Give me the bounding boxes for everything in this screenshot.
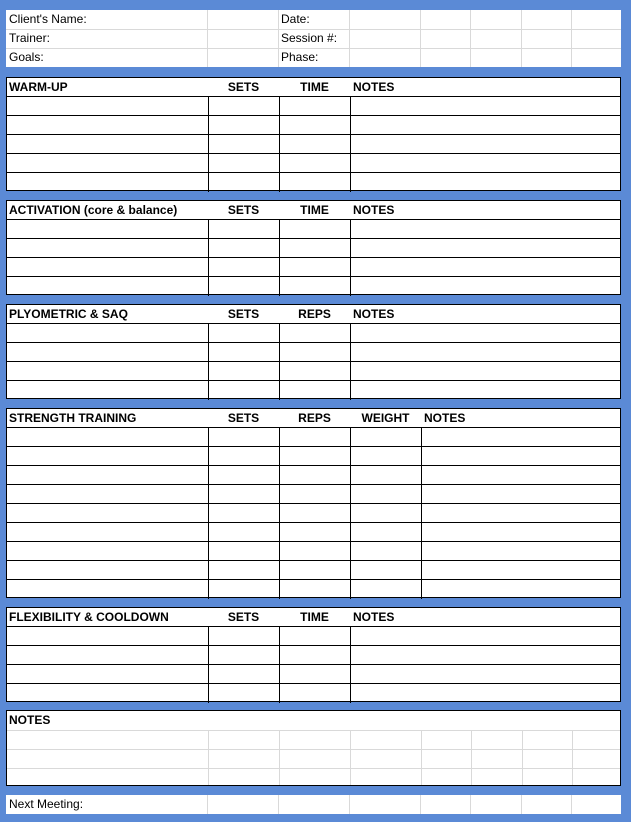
table-row — [7, 238, 620, 258]
table-row — [7, 323, 620, 343]
phase-label: Phase: — [281, 50, 319, 64]
table-row — [7, 257, 620, 277]
entry-cell[interactable] — [279, 135, 350, 154]
entry-cell[interactable] — [279, 580, 350, 599]
grid-line — [420, 10, 421, 67]
entry-cell[interactable] — [7, 324, 208, 343]
section-title: STRENGTH TRAINING — [9, 411, 137, 425]
time-reps-header: REPS — [298, 411, 331, 425]
entry-cell[interactable] — [350, 135, 620, 154]
entry-cell[interactable] — [350, 447, 421, 466]
entry-cell[interactable] — [421, 542, 620, 561]
next-meeting-block — [6, 795, 621, 814]
table-row — [7, 560, 620, 580]
entry-cell[interactable] — [421, 485, 620, 504]
entry-cell[interactable] — [7, 258, 208, 277]
entry-cell[interactable] — [7, 97, 208, 116]
time-reps-header: TIME — [300, 203, 329, 217]
table-row — [7, 541, 620, 561]
entry-cell[interactable] — [208, 97, 279, 116]
entry-cell[interactable] — [7, 447, 208, 466]
grid-line — [521, 795, 522, 814]
table-row — [7, 446, 620, 466]
grid-line — [208, 730, 209, 785]
section-title: FLEXIBILITY & COOLDOWN — [9, 610, 169, 624]
entry-cell[interactable] — [421, 428, 620, 447]
section-header-row — [7, 305, 620, 324]
table-row — [7, 342, 620, 362]
entry-cell[interactable] — [421, 466, 620, 485]
entry-cell[interactable] — [7, 220, 208, 239]
table-row — [7, 626, 620, 646]
grid-line — [207, 795, 208, 814]
section-table — [6, 408, 621, 598]
entry-cell[interactable] — [7, 646, 208, 665]
entry-cell[interactable] — [7, 173, 208, 192]
entry-cell[interactable] — [279, 646, 350, 665]
notes-header: NOTES — [353, 80, 395, 94]
entry-cell[interactable] — [279, 97, 350, 116]
section-header-row — [7, 409, 620, 428]
entry-cell[interactable] — [350, 428, 421, 447]
grid-line — [7, 768, 620, 769]
grid-line — [7, 749, 620, 750]
section-title: PLYOMETRIC & SAQ — [9, 307, 128, 321]
notes-title: NOTES — [9, 713, 51, 727]
table-row — [7, 465, 620, 485]
session-label: Session #: — [281, 31, 338, 45]
entry-cell[interactable] — [279, 447, 350, 466]
entry-cell[interactable] — [208, 504, 279, 523]
entry-cell[interactable] — [7, 428, 208, 447]
entry-cell[interactable] — [350, 684, 620, 703]
entry-cell[interactable] — [208, 239, 279, 258]
entry-cell[interactable] — [350, 627, 620, 646]
table-row — [7, 503, 620, 523]
table-row — [7, 683, 620, 703]
grid-line — [279, 730, 280, 785]
entry-cell[interactable] — [7, 580, 208, 599]
entry-cell[interactable] — [279, 173, 350, 192]
grid-line — [278, 10, 279, 67]
entry-cell[interactable] — [208, 173, 279, 192]
entry-cell[interactable] — [208, 343, 279, 362]
section-table — [6, 304, 621, 399]
sets-header: SETS — [227, 203, 260, 217]
entry-cell[interactable] — [279, 684, 350, 703]
notes-header: NOTES — [353, 610, 395, 624]
entry-cell[interactable] — [350, 561, 421, 580]
entry-cell[interactable] — [279, 154, 350, 173]
entry-cell[interactable] — [208, 428, 279, 447]
entry-cell[interactable] — [350, 646, 620, 665]
trainer-label: Trainer: — [9, 31, 50, 45]
entry-cell[interactable] — [279, 343, 350, 362]
table-row — [7, 579, 620, 599]
section-header-row — [7, 78, 620, 97]
grid-line — [571, 10, 572, 67]
time-reps-header: TIME — [300, 80, 329, 94]
table-row — [7, 380, 620, 400]
entry-cell[interactable] — [279, 542, 350, 561]
entry-cell[interactable] — [350, 173, 620, 192]
notes-header: NOTES — [353, 307, 395, 321]
entry-cell[interactable] — [208, 485, 279, 504]
entry-cell[interactable] — [7, 239, 208, 258]
notes-header: NOTES — [424, 411, 466, 425]
section-table — [6, 607, 621, 702]
entry-cell[interactable] — [350, 277, 620, 296]
grid-line — [470, 10, 471, 67]
entry-cell[interactable] — [7, 684, 208, 703]
grid-line — [572, 730, 573, 785]
entry-cell[interactable] — [208, 154, 279, 173]
table-row — [7, 134, 620, 154]
table-row — [7, 522, 620, 542]
grid-line — [349, 795, 350, 814]
entry-cell[interactable] — [421, 447, 620, 466]
entry-cell[interactable] — [350, 504, 421, 523]
sets-header: SETS — [227, 80, 260, 94]
entry-cell[interactable] — [7, 542, 208, 561]
entry-cell[interactable] — [7, 523, 208, 542]
table-row — [7, 219, 620, 239]
entry-cell[interactable] — [279, 220, 350, 239]
sets-header: SETS — [227, 610, 260, 624]
notes-header: NOTES — [353, 203, 395, 217]
weight-header: WEIGHT — [361, 411, 410, 425]
table-row — [7, 361, 620, 381]
client-info-block — [6, 10, 621, 67]
entry-cell[interactable] — [279, 258, 350, 277]
entry-cell[interactable] — [7, 381, 208, 400]
entry-cell[interactable] — [279, 485, 350, 504]
table-row — [7, 645, 620, 665]
time-reps-header: REPS — [298, 307, 331, 321]
entry-cell[interactable] — [208, 362, 279, 381]
entry-cell[interactable] — [350, 154, 620, 173]
entry-cell[interactable] — [350, 97, 620, 116]
entry-cell[interactable] — [208, 684, 279, 703]
section-header-row — [7, 201, 620, 220]
section-title: WARM-UP — [9, 80, 68, 94]
section-title: ACTIVATION (core & balance) — [9, 203, 178, 217]
entry-cell[interactable] — [350, 343, 620, 362]
entry-cell[interactable] — [7, 343, 208, 362]
entry-cell[interactable] — [350, 220, 620, 239]
entry-cell[interactable] — [7, 135, 208, 154]
entry-cell[interactable] — [279, 428, 350, 447]
entry-cell[interactable] — [279, 504, 350, 523]
notes-block — [6, 710, 621, 786]
entry-cell[interactable] — [279, 324, 350, 343]
entry-cell[interactable] — [208, 258, 279, 277]
entry-cell[interactable] — [208, 466, 279, 485]
entry-cell[interactable] — [7, 504, 208, 523]
entry-cell[interactable] — [421, 504, 620, 523]
entry-cell[interactable] — [350, 362, 620, 381]
grid-line — [420, 795, 421, 814]
entry-cell[interactable] — [279, 277, 350, 296]
client-name-label: Client's Name: — [9, 12, 87, 26]
entry-cell[interactable] — [350, 381, 620, 400]
section-table — [6, 77, 621, 191]
table-row — [7, 172, 620, 192]
next-meeting-label: Next Meeting: — [9, 797, 84, 811]
entry-cell[interactable] — [208, 627, 279, 646]
entry-cell[interactable] — [279, 627, 350, 646]
entry-cell[interactable] — [208, 665, 279, 684]
grid-line — [521, 10, 522, 67]
goals-label: Goals: — [9, 50, 44, 64]
entry-cell[interactable] — [208, 542, 279, 561]
grid-line — [471, 730, 472, 785]
grid-line — [571, 795, 572, 814]
sets-header: SETS — [227, 307, 260, 321]
entry-cell[interactable] — [421, 580, 620, 599]
entry-cell[interactable] — [208, 523, 279, 542]
entry-cell[interactable] — [7, 485, 208, 504]
entry-cell[interactable] — [350, 523, 421, 542]
table-row — [7, 153, 620, 173]
entry-cell[interactable] — [279, 239, 350, 258]
table-row — [7, 427, 620, 447]
entry-cell[interactable] — [7, 277, 208, 296]
entry-cell[interactable] — [208, 277, 279, 296]
grid-line — [350, 730, 351, 785]
entry-cell[interactable] — [208, 580, 279, 599]
time-reps-header: TIME — [300, 610, 329, 624]
entry-cell[interactable] — [7, 665, 208, 684]
entry-cell[interactable] — [350, 665, 620, 684]
table-row — [7, 96, 620, 116]
entry-cell[interactable] — [208, 447, 279, 466]
grid-line — [470, 795, 471, 814]
grid-line — [7, 730, 620, 731]
entry-cell[interactable] — [208, 646, 279, 665]
entry-cell[interactable] — [279, 466, 350, 485]
entry-cell[interactable] — [350, 542, 421, 561]
entry-cell[interactable] — [279, 561, 350, 580]
entry-cell[interactable] — [350, 239, 620, 258]
sets-header: SETS — [227, 411, 260, 425]
entry-cell[interactable] — [350, 485, 421, 504]
entry-cell[interactable] — [421, 523, 620, 542]
section-table — [6, 200, 621, 295]
entry-cell[interactable] — [208, 220, 279, 239]
grid-line — [421, 730, 422, 785]
entry-cell[interactable] — [279, 362, 350, 381]
entry-cell[interactable] — [7, 362, 208, 381]
entry-cell[interactable] — [350, 580, 421, 599]
entry-cell[interactable] — [208, 116, 279, 135]
entry-cell[interactable] — [208, 561, 279, 580]
table-row — [7, 664, 620, 684]
entry-cell[interactable] — [208, 324, 279, 343]
section-header-row — [7, 608, 620, 627]
grid-line — [349, 10, 350, 67]
entry-cell[interactable] — [7, 561, 208, 580]
table-row — [7, 484, 620, 504]
entry-cell[interactable] — [350, 116, 620, 135]
entry-cell[interactable] — [7, 154, 208, 173]
grid-line — [207, 10, 208, 67]
entry-cell[interactable] — [7, 116, 208, 135]
entry-cell[interactable] — [350, 258, 620, 277]
entry-cell[interactable] — [350, 324, 620, 343]
entry-cell[interactable] — [279, 116, 350, 135]
grid-line — [278, 795, 279, 814]
entry-cell[interactable] — [208, 135, 279, 154]
entry-cell[interactable] — [279, 665, 350, 684]
entry-cell[interactable] — [208, 381, 279, 400]
date-label: Date: — [281, 12, 310, 26]
entry-cell[interactable] — [279, 523, 350, 542]
entry-cell[interactable] — [350, 466, 421, 485]
entry-cell[interactable] — [7, 466, 208, 485]
grid-line — [522, 730, 523, 785]
entry-cell[interactable] — [279, 381, 350, 400]
table-row — [7, 276, 620, 296]
entry-cell[interactable] — [421, 561, 620, 580]
table-row — [7, 115, 620, 135]
entry-cell[interactable] — [7, 627, 208, 646]
